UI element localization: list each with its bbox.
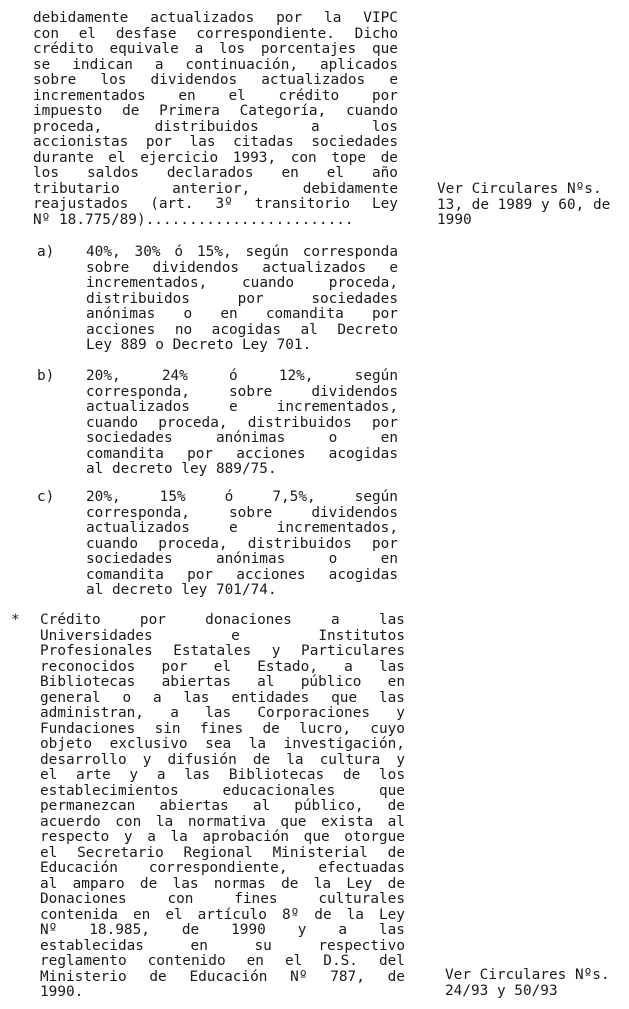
text-line: cuando proceda, distribuidos por <box>86 535 398 552</box>
text-line: objeto exclusivo sea la investigación, <box>40 736 405 752</box>
text-line: permanezcan abiertas al público, de <box>40 798 405 814</box>
text-line: general o a las entidades que las <box>40 689 405 706</box>
text-line: accionistas por las citadas sociedades <box>33 134 398 150</box>
text-line: sociedades anónimas o en <box>86 430 398 446</box>
text-line: Ley 889 o Decreto Ley 701. <box>86 337 312 353</box>
text-line: durante el ejercicio 1993, con tope de <box>33 149 398 166</box>
text-line: 1990. <box>40 984 84 1000</box>
text-line: actualizados e incrementados, <box>86 520 398 536</box>
star-marker: * <box>11 612 20 628</box>
text-line: acciones no acogidas al Decreto <box>86 321 398 338</box>
text-line: Fundaciones sin fines de lucro, cuyo <box>40 720 405 737</box>
text-line: 40%, 30% ó 15%, según corresponda <box>86 244 398 260</box>
text-line: debidamente actualizados por la VIPC <box>33 10 398 26</box>
text-line: establecidas en su respectivo <box>40 937 405 954</box>
text-line: al decreto ley 701/74. <box>86 582 277 598</box>
text-line: Crédito por donaciones a las <box>40 612 405 628</box>
text-line: crédito equivale a los porcentajes que <box>33 41 398 57</box>
text-line: contenida en el artículo 8º de la Ley <box>40 906 405 923</box>
text-line: se indican a continuación, aplicados <box>33 56 398 73</box>
side-note-circulares-1 <box>437 182 610 229</box>
text-line: actualizados e incrementados, <box>86 399 398 415</box>
item-b-marker: b) <box>37 368 55 384</box>
text-line: acuerdo con la normativa que exista al <box>40 813 405 830</box>
text-line: proceda, distribuidos a los <box>33 118 398 135</box>
text-line: comandita por acciones acogidas <box>86 566 398 583</box>
text-line: Profesionales Estatales y Particulares <box>40 643 405 659</box>
text-line: reajustados (art. 3º transitorio Ley <box>33 196 398 212</box>
side-note-line: 24/93 y 50/93 <box>445 982 558 999</box>
text-line: Ministerio de Educación Nº 787, de <box>40 968 405 985</box>
text-line: 20%, 15% ó 7,5%, según <box>86 489 398 505</box>
side-note-line: Ver Circulares Nºs. <box>437 181 602 197</box>
text-line: Nº 18.775/89)........................ <box>33 211 354 228</box>
side-note-line: Ver Circulares Nºs. <box>445 967 610 983</box>
text-line: distribuidos por sociedades <box>86 290 398 307</box>
text-line: administran, a las Corporaciones y <box>40 705 405 721</box>
text-line: sobre dividendos actualizados e <box>86 259 398 276</box>
text-line: incrementados en el crédito por <box>33 87 398 104</box>
text-line: Educación correspondiente, efectuadas <box>40 860 405 876</box>
text-line: Bibliotecas abiertas al público en <box>40 674 405 690</box>
text-line: con el desfase correspondiente. Dicho <box>33 25 398 42</box>
side-note-line: 1990 <box>437 212 472 228</box>
text-line: cuando proceda, distribuidos por <box>86 414 398 431</box>
text-line: los saldos declarados en el año <box>33 165 398 181</box>
text-line: tributario anterior, debidamente <box>33 180 398 197</box>
text-line: sociedades anónimas o en <box>86 551 398 567</box>
text-line: el Secretario Regional Ministerial de <box>40 844 405 861</box>
text-line: Universidades e Institutos <box>40 627 405 644</box>
text-line: Nº 18.985, de 1990 y a las <box>40 922 405 938</box>
side-note-circulares-2 <box>445 968 610 999</box>
text-line: reglamento contenido en el D.S. del <box>40 953 405 969</box>
text-line: sobre los dividendos actualizados e <box>33 72 398 88</box>
text-line: incrementados, cuando proceda, <box>86 275 398 291</box>
item-c-marker: c) <box>37 489 55 505</box>
text-line: el arte y a las Bibliotecas de los <box>40 767 405 783</box>
side-note-line: 13, de 1989 y 60, de <box>437 196 611 213</box>
text-line: respecto y a la aprobación que otorgue <box>40 829 405 845</box>
text-line: corresponda, sobre dividendos <box>86 383 398 400</box>
text-line: al amparo de las normas de la Ley de <box>40 875 405 892</box>
text-line: desarrollo y difusión de la cultura y <box>40 751 405 768</box>
text-line: reconocidos por el Estado, a las <box>40 658 405 675</box>
text-line: establecimientos educacionales que <box>40 782 405 799</box>
text-line: corresponda, sobre dividendos <box>86 504 398 521</box>
text-line: comandita por acciones acogidas <box>86 445 398 462</box>
text-line: al decreto ley 889/75. <box>86 461 277 477</box>
text-line: impuesto de Primera Categoría, cuando <box>33 103 398 119</box>
text-line: Donaciones con fines culturales <box>40 891 405 907</box>
item-a-marker: a) <box>37 244 55 260</box>
text-line: anónimas o en comandita por <box>86 306 398 322</box>
text-line: 20%, 24% ó 12%, según <box>86 368 398 384</box>
